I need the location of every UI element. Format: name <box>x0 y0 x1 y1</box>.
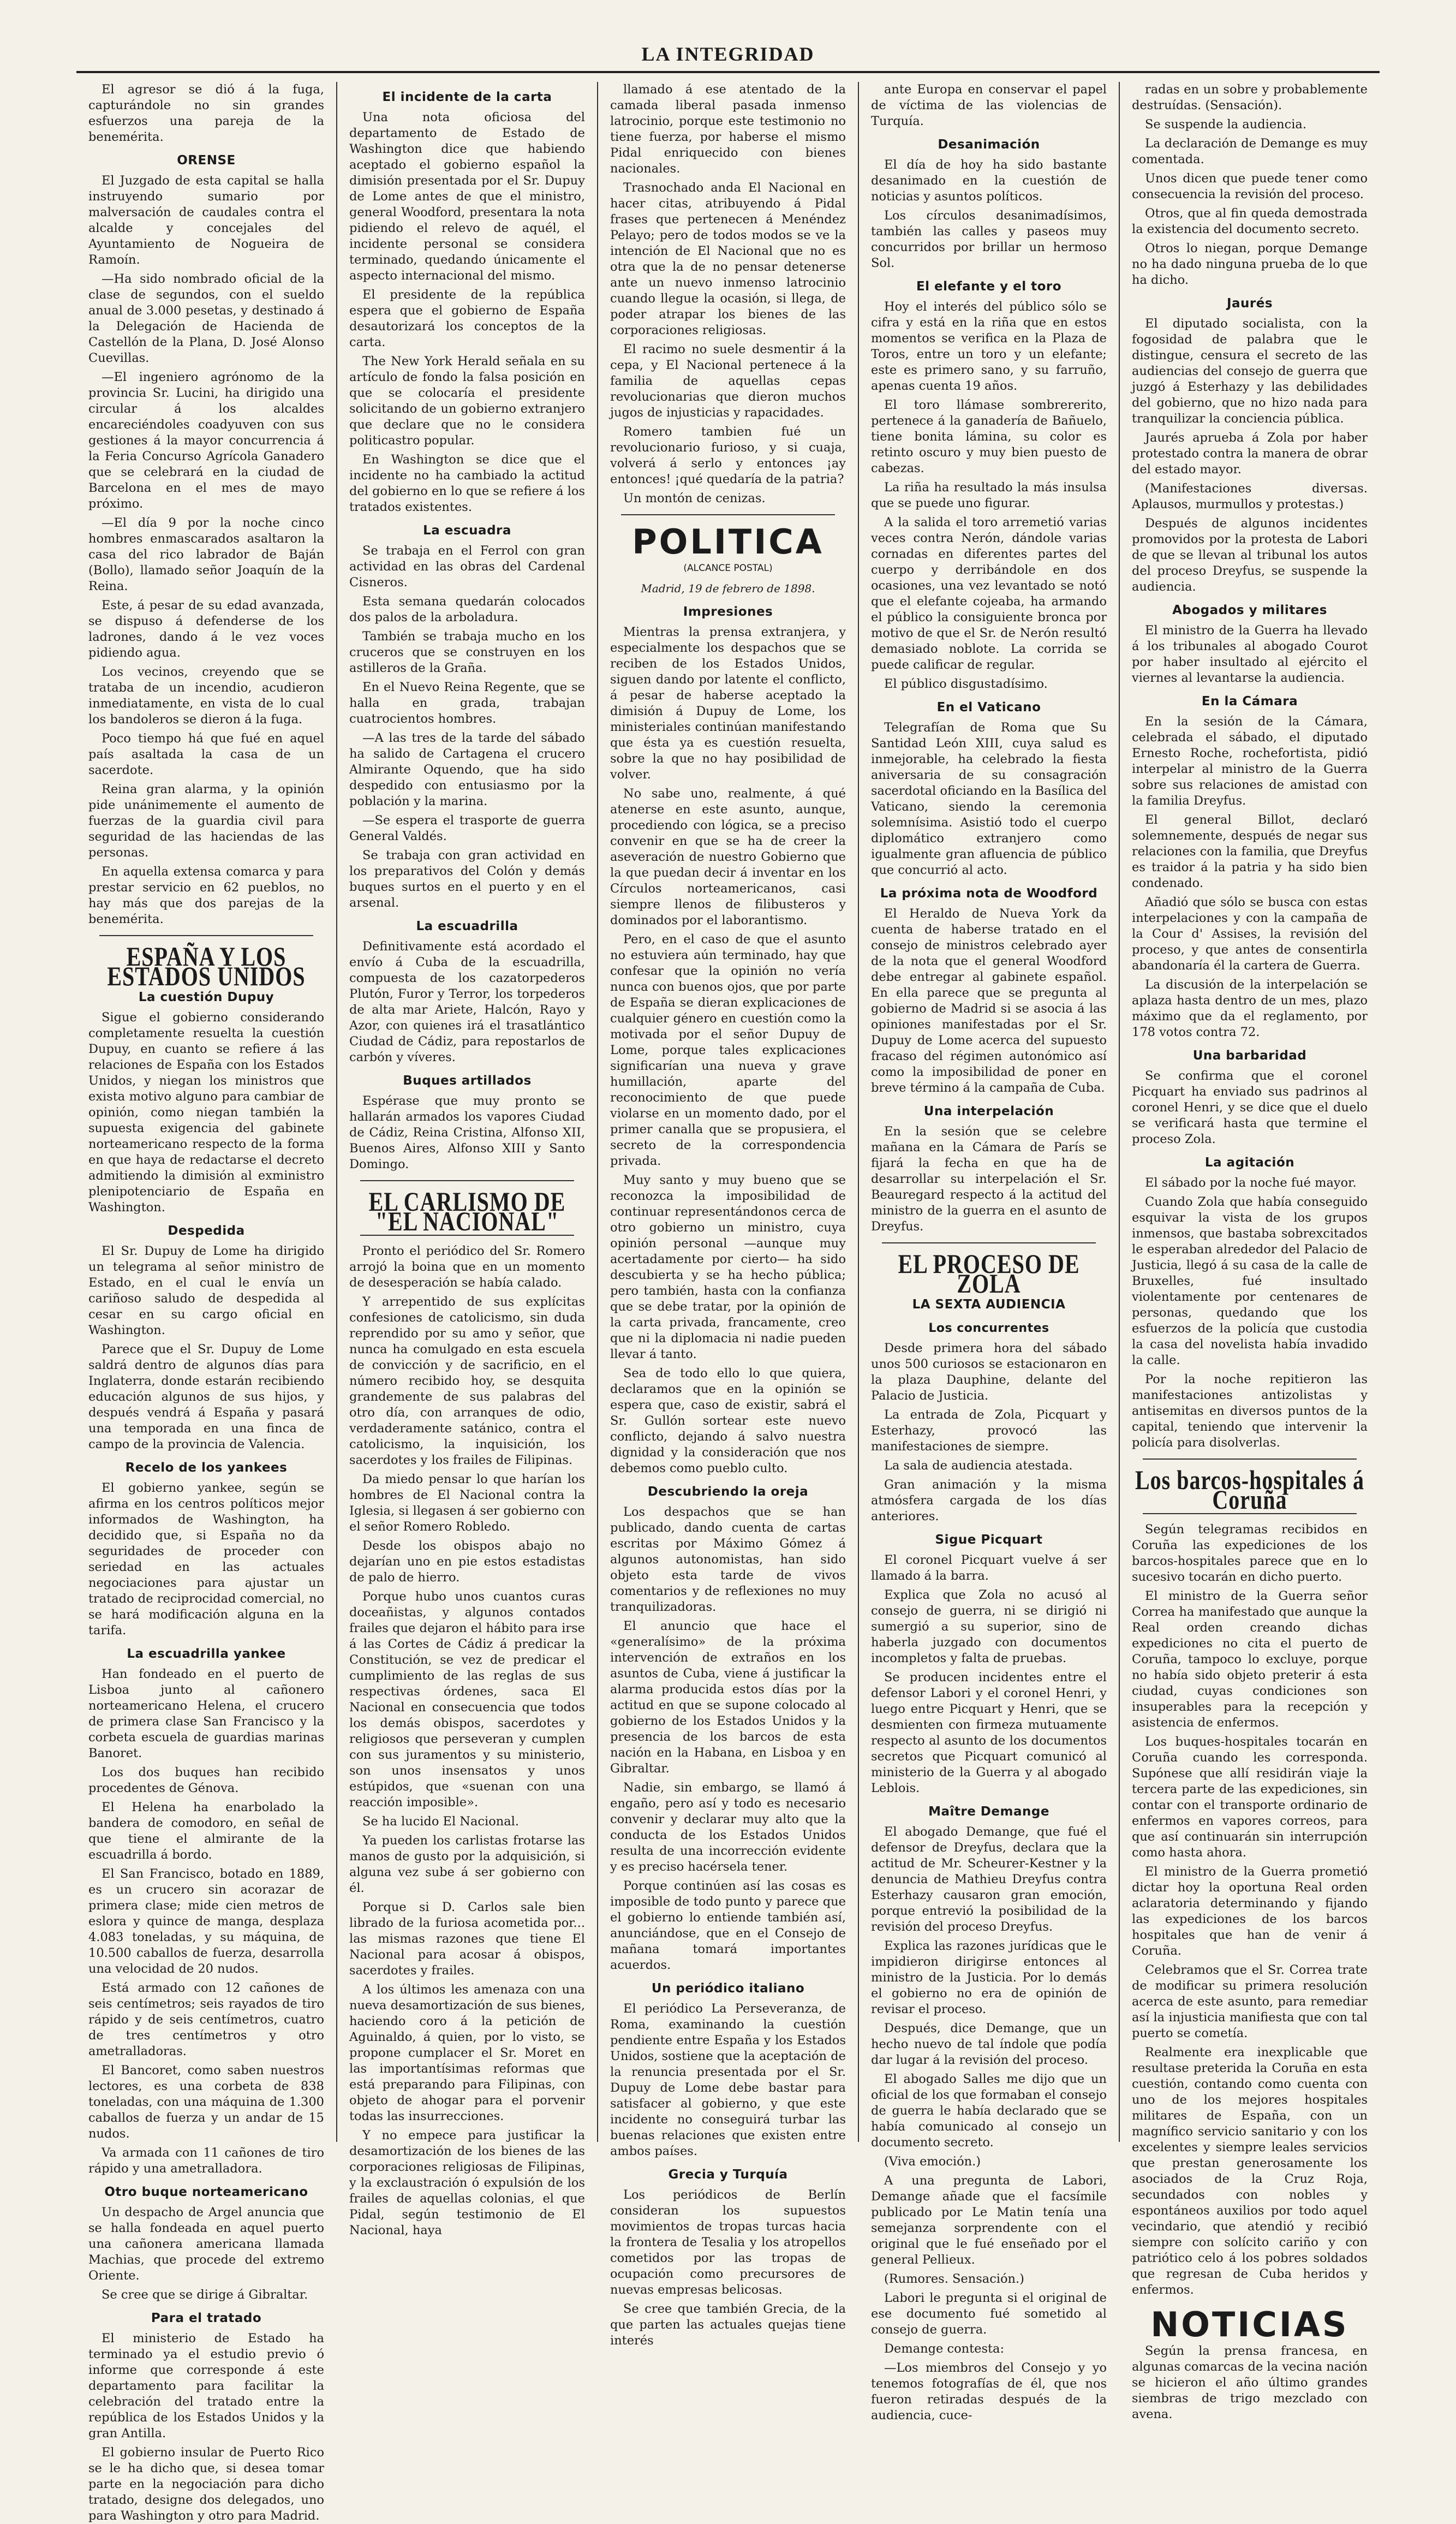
paragraph: Unos dicen que puede tener como consecuencia la revisión del proceso. <box>1132 171 1368 201</box>
paragraph: En la sesión que se celebre mañana en la Cámara de París se fijará la fecha en que ha de desarrollar su interpelación el Sr. Beauregard respecto á la actitud del ministro de la guerra en el asunto de Dreyfus. <box>871 1124 1107 1234</box>
paragraph: También se trabaja mucho en los cruceros que se construyen en los astilleros de la Graña. <box>349 629 585 675</box>
paragraph: Porque si D. Carlos sale bien librado de la furiosa acometida por... las mismas razones que tiene El Nacional para acosar á obispos, sacerdotes y frailes. <box>349 1900 585 1978</box>
paragraph: El Helena ha enarbolado la bandera de comodoro, en señal de que tiene el almirante de la escuadrilla á bordo. <box>88 1800 324 1862</box>
paragraph: Parece que el Sr. Dupuy de Lome saldrá dentro de algunos días para Inglaterra, donde estarán recibiendo educación algunos de sus hijos, y después vendrá á España y pasará una temporada en una finca de campo de la provincia de Valencia. <box>88 1342 324 1451</box>
columns <box>76 82 1380 2523</box>
paragraph: El diputado socialista, con la fogosidad de palabra que le distingue, censura el secreto de las audiencias del consejo de guerra que juzgó á Esterhazy y las debilidades del gobierno, que no hizo nada para tranquilizar la conciencia pública. <box>1132 317 1368 426</box>
section-heading: Buques artillados <box>403 1074 532 1088</box>
paragraph: Otros lo niegan, porque Demange no ha dado ninguna prueba de lo que ha dicho. <box>1132 241 1368 287</box>
paragraph: El Bancoret, como saben nuestros lectores, es una corbeta de 838 toneladas, con una máquina de 1.300 caballos de fuerza y un andar de 15 nudos. <box>88 2063 324 2141</box>
paragraph: Porque hubo unos cuantos curas doceañistas, y algunos contados frailes que dejaron el hábito para irse á las Cortes de Cádiz á predicar la Constitución, se vez de predicar el cumplimiento de las reglas de sus respectivas órdenes, saca El Nacional en consecuencia que todos los demás obispos, sacerdotes y religiosos que perseveran y cumplen con sus juramentos y su ministerio, son unos insensatos y unos estúpidos, que «suenan con una reacción imposible». <box>349 1590 585 1809</box>
paragraph: El presidente de la república espera que el gobierno de España desautorizará los conceptos de la carta. <box>349 288 585 349</box>
paragraph: Poco tiempo há que fué en aquel país asaltada la casa de un sacerdote. <box>88 731 324 777</box>
paragraph: Y arrepentido de sus explícitas confesiones de catolicismo, sin duda reprendido por su amo y señor, que nunca ha comulgado en esta escuela de convicción y de sacrificio, en el número recibido hoy, se desquita grandemente de sus palabras del otro día, con arranques de odio, verdaderamente satánico, contra el catolicismo, la inquisición, los sacerdotes y los frailes de Filipinas. <box>349 1295 585 1467</box>
paragraph: Los buques-hospitales tocarán en Coruña cuando les corresponda. Supónese que allí residirán viaje la tercera parte de las expediciones, sin contar con el transporte ordinario de enfermos en vapores correos, para que así continuarán sin interrupción como hasta ahora. <box>1132 1735 1368 1860</box>
paragraph: Se ha lucido El Nacional. <box>362 1814 519 1829</box>
section-heading: Recelo de los yankees <box>125 1461 288 1475</box>
paragraph: Celebramos que el Sr. Correa trate de modificar su primera resolución acerca de este asunto, para remediar así la injusticia manifiesta que con tal puerto se cometía. <box>1132 1963 1368 2040</box>
paragraph: radas en un sobre y probablemente destruídas. (Sensación). <box>1132 82 1368 112</box>
paragraph: Se suspende la audiencia. <box>1145 117 1306 132</box>
section-heading: La agitación <box>1204 1156 1295 1170</box>
paragraph: En el Nuevo Reina Regente, que se halla en grada, trabajan cuatrocientos hombres. <box>349 680 585 726</box>
column-5 <box>1120 82 1380 2421</box>
section-heading: ORENSE <box>177 153 236 168</box>
newspaper-title: LA INTEGRIDAD <box>641 43 815 65</box>
divider <box>360 1180 574 1181</box>
paragraph: Romero tambien fué un revolucionario furioso, y si cuaja, volverá á serlo y entonces ¡ay entonces! ¡qué quedaría de la patria? <box>610 425 846 486</box>
paragraph: Un montón de cenizas. <box>623 491 766 505</box>
paragraph: No sabe uno, realmente, á qué atenerse en este asunto, aunque, procediendo con lógica, se a preciso convenir en que se ha de creer la aseveración de nuestro Gobierno que la que puedan decir á inventar en los Círculos norteamericanos, casi siempre llenos de filibusteros y dominados por el laborantismo. <box>610 787 846 927</box>
paragraph: En Washington se dice que el incidente no ha cambiado la actitud del gobierno en lo que se refiere á los tratados existentes. <box>349 453 585 514</box>
paragraph: En aquella extensa comarca y para prestar servicio en 62 pueblos, no hay más que dos parejas de la benemérita. <box>88 865 324 926</box>
paragraph: Labori le pregunta si el original de ese documento fué sometido al consejo de guerra. <box>871 2291 1107 2337</box>
column-3 <box>598 82 859 2348</box>
paragraph: A la salida el toro arremetió varias veces contra Nerón, dándole varias cornadas en diferentes partes del cuerpo y derribándole en dos ocasiones, una vez levantado se notó que el elefante cojeaba, ha armando el público la consiguiente bronca por motivo de que el Sr. de Nerón resultó demasiado noblote. La corrida se puede calificar de regular. <box>871 515 1107 672</box>
column-1 <box>76 82 337 2523</box>
paragraph: Añadió que sólo se busca con estas interpelaciones y con la campaña de la Cour d' Assises, la revisión del proceso, y que antes de consentirla abandonaría él la cartera de Guerra. <box>1132 895 1368 973</box>
paragraph: El San Francisco, botado en 1889, es un crucero sin acorazar de primera clase; mide cien metros de eslora y quince de manga, desplaza 4.083 toneladas, y su máquina, de 10.500 caballos de fuerza, desarrolla una velocidad de 20 nudos. <box>88 1867 324 1976</box>
section-heading: La próxima nota de Woodford <box>880 886 1098 901</box>
paragraph: The New York Herald señala en su artículo de fondo la falsa posición en que se colocaría el presidente solicitando de un gobierno extranjero que declare que no le considera politicastro popular. <box>349 354 585 448</box>
paragraph: Muy santo y muy bueno que se reconozca la imposibilidad de continuar representándonos cerca de otro gobierno un ministro, cuya opinión personal —aunque muy acertadamente por cierto— ha sido descubierta y se ha hecho pública; pero también, hasta con la confianza que se debe tratar, por la opinión de la carta privada, francamente, creo que ni la diplomacia ni nadie pueden llevar á tanto. <box>610 1173 846 1361</box>
paragraph: —El ingeniero agrónomo de la provincia Sr. Lucini, ha dirigido una circular á los alcaldes encareciéndoles coadyuven con sus gestiones á la mayor concurrencia á la Feria Concurso Agrícola Ganadero que se celebrará en la ciudad de Barcelona en el mes de mayo próximo. <box>88 370 324 511</box>
paragraph: Después, dice Demange, que un hecho nuevo de tal índole que podía dar lugar á la revisión del proceso. <box>871 2021 1107 2067</box>
column-2 <box>337 82 598 2237</box>
paragraph: El abogado Demange, que fué el defensor de Dreyfus, declara que la actitud de Mr. Scheurer-Kestner y la denuncia de Mathieu Dreyfus contra Esterhazy causaron gran emoción, porque entrevió la posibilidad de la revisión del proceso Dreyfus. <box>871 1825 1107 1934</box>
paragraph: La riña ha resultado la más insulsa que se puede uno figurar. <box>871 480 1107 510</box>
section-banner: ESPAÑA Y LOS ESTADOS UNIDOS <box>107 940 306 992</box>
section-banner: Los barcos-hospitales á Coruña <box>1135 1464 1365 1515</box>
paragraph: Va armada con 11 cañones de tiro rápido y una ametralladora. <box>88 2146 324 2176</box>
section-heading: Para el tratado <box>151 2311 262 2325</box>
paragraph: A los últimos les amenaza con una nueva desamortización de sus bienes, haciendo coro á la petición de Aguinaldo, á quien, por lo visto, se propone cumplacer el Sr. Moret en las importantísimas reformas que está preparando para Filipinas, con objeto de ahogar para el porvenir todas las insurrecciones. <box>349 1983 585 2123</box>
masthead <box>76 22 1380 73</box>
paragraph: El coronel Picquart vuelve á ser llamado á la barra. <box>871 1553 1107 1583</box>
section-heading: Una interpelación <box>923 1104 1054 1118</box>
paragraph: Definitivamente está acordado el envío á Cuba de la escuadrilla, compuesta de los cazatorpederos Plutón, Furor y Terror, los torpederos de alta mar Ariete, Halcón, Rayo y Azor, con quienes irá el trasatlántico Ciudad de Cádiz, para repostarlos de carbón y víveres. <box>349 939 585 1064</box>
paragraph: El sábado por la noche fué mayor. <box>1145 1176 1357 1190</box>
paragraph: —Se espera el trasporte de guerra General Valdés. <box>349 813 585 843</box>
section-heading: LA SEXTA AUDIENCIA <box>912 1297 1066 1312</box>
paragraph: Los dos buques han recibido procedentes de Génova. <box>88 1765 324 1795</box>
dateline: Madrid, 19 de febrero de 1898. <box>641 582 815 595</box>
paragraph: (Rumores. Sensación.) <box>884 2272 1024 2286</box>
paragraph: Se producen incidentes entre el defensor Labori y el coronel Henri, y luego entre Picquart y Henri, que se desmienten con firmeza mutuamente respecto al asunto de los documentos secretos que Picquart comunicó al ministerio de la Guerra y al abogado Leblois. <box>871 1670 1107 1795</box>
section-heading: La escuadrilla <box>416 919 518 933</box>
paragraph: Sea de todo ello lo que quiera, declaramos que en la opinión se espera que, caso de existir, sabrá el Sr. Gullón sortear este nuevo conflicto, dejando á salvo nuestra dignidad y la consideración que nos debemos como pueblo culto. <box>610 1366 846 1475</box>
divider <box>882 1242 1096 1243</box>
section-heading: Otro buque norteamericano <box>104 2185 308 2199</box>
paragraph: La discusión de la interpelación se aplaza hasta dentro de un mes, plazo máximo que da el reglamento, por 178 votos contra 72. <box>1132 978 1368 1039</box>
paragraph: El gobierno yankee, según se afirma en los centros políticos mejor informados de Washington, ha decidido que, si España no da seguridades de proceder con seriedad en las actuales negociaciones para ajustar un tratado de reciprocidad comercial, no se hará modificación alguna en la tarifa. <box>88 1481 324 1638</box>
section-banner: POLITICA <box>632 522 824 562</box>
paragraph: El racimo no suele desmentir á la cepa, y El Nacional pertenece á la familia de aquellas cepas revolucionarias que dieron muchos jugos de injusticias y rapacidades. <box>610 342 846 420</box>
paragraph: Explica que Zola no acusó al consejo de guerra, ni se dirigió ni sumergió a su superior, sino de haberla juzgado con documentos incompletos y falta de pruebas. <box>871 1588 1107 1665</box>
paragraph: Los periódicos de Berlín consideran los supuestos movimientos de tropas turcas hacia la frontera de Tesalia y los atropellos cometidos por las tropas de ocupación como precursores de nuevas empresas belicosas. <box>610 2188 846 2297</box>
paragraph: Porque continúen así las cosas es imposible de todo punto y parece que el gobierno lo entiende también así, anunciándose, que en el Consejo de mañana tomará importantes acuerdos. <box>610 1879 846 1972</box>
column-4 <box>859 82 1120 2422</box>
section-heading: Los concurrentes <box>928 1321 1049 1335</box>
paragraph: Según la prensa francesa, en algunas comarcas de la vecina nación se hicieron el año último grandes siembras de trigo mezclado con avena. <box>1132 2344 1368 2421</box>
paragraph: El Juzgado de esta capital se halla instruyendo sumario por malversación de caudales contra el alcalde y concejales del Ayuntamiento de Nogueira de Ramoín. <box>88 174 324 267</box>
section-subtitle: (ALCANCE POSTAL) <box>683 563 773 574</box>
paragraph: Ya pueden los carlistas frotarse las manos de gusto por la adquisición, si alguna vez sube á ser gobierno con él. <box>349 1834 585 1895</box>
paragraph: El periódico La Perseveranza, de Roma, examinando la cuestión pendiente entre España y los Estados Unidos, sostiene que la aceptación de la renuncia presentada por el Sr. Dupuy de Lome debe bastar para satisfacer al gobierno, y que este incidente no conseguirá turbar las buenas relaciones que existen entre ambos países. <box>610 2002 846 2158</box>
section-heading: La escuadra <box>423 523 511 538</box>
paragraph: ante Europa en conservar el papel de víctima de las violencias de Turquía. <box>871 82 1107 128</box>
section-heading: El elefante y el toro <box>916 279 1062 294</box>
section-heading: Grecia y Turquía <box>668 2168 788 2182</box>
paragraph: Un despacho de Argel anuncia que se halla fondeada en aquel puerto una cañonera americana llamada Machias, que procede del extremo Oriente. <box>88 2205 324 2283</box>
section-heading: La escuadrilla yankee <box>127 1647 286 1661</box>
paragraph: Trasnochado anda El Nacional en hacer citas, atribuyendo á Pidal frases que pertenecen á Menéndez Pelayo; pero de todos modos se ve la intención de El Nacional que no es otra que la de no pensar detenerse ante un nuevo inmenso latrocinio cuando llegue la ocasión, si llega, de poder atrapar los bienes de las corporaciones religiosas. <box>610 181 846 337</box>
paragraph: El anuncio que hace el «generalísimo» de la próxima intervención de extraños en los asuntos de Cuba, viene á justificar la alarma producida estos días por la actitud en que se supone colocado al gobierno de los Estados Unidos y la presencia de los barcos de esta nación en la Habana, en Lisboa y en Gibraltar. <box>610 1619 846 1776</box>
section-heading: La cuestión Dupuy <box>138 990 275 1004</box>
paragraph: Y no empece para justificar la desamortización de los bienes de las corporaciones religiosas de Filipinas, y la exclaustración ó expulsión de los frailes de aquellas colonias, el que Pidal, según testimonio de El Nacional, haya <box>349 2128 585 2237</box>
paragraph: (Viva emoción.) <box>884 2154 981 2169</box>
section-heading: Una barbaridad <box>1192 1049 1307 1063</box>
paragraph: El Heraldo de Nueva York da cuenta de haberse tratado en el consejo de ministros celebrado ayer de la nota que el general Woodford debe entregar al gabinete español. En ella parece que se pregunta al gobierno de Madrid si se asocia á las opiniones manifestadas por el Sr. Dupuy de Lome acerca del supuesto fracaso del régimen autonómico así como la imposibilidad de poner en breve término á la campaña de Cuba. <box>871 907 1107 1095</box>
section-heading: Despedida <box>168 1224 245 1238</box>
section-heading: Impresiones <box>683 605 773 619</box>
section-heading: Jaurés <box>1226 296 1273 311</box>
paragraph: Pero, en el caso de que el asunto no estuviera aún terminado, hay que confesar que la opinión no vería nunca con buenos ojos, que por parte de España se dieran explicaciones de cualquier género en cuestión como la motivada por el señor Dupuy de Lome, porque tales explicaciones significarían una nueva y grave humillación, aparte del reconocimiento de que puede violarse en un momento dado, por el primer canalla que se propusiera, el secreto de la correspondencia privada. <box>610 932 846 1168</box>
paragraph: —El día 9 por la noche cinco hombres enmascarados asaltaron la casa del rico labrador de Baján (Bollo), llamado señor Joaquín de la Reina. <box>88 516 324 593</box>
paragraph: El Sr. Dupuy de Lome ha dirigido un telegrama al señor ministro de Estado, en el cual le envía un cariñoso saludo de despedida al cesar en su cargo oficial en Washington. <box>88 1244 324 1337</box>
divider <box>99 935 313 936</box>
paragraph: Cuando Zola que había conseguido esquivar la vista de los grupos inmensos, que bastaba sobrexcitados le esperaban alrededor del Palacio de Justicia, llegó á su casa de la calle de Bruxelles, fué insultado violentamente por centenares de personas, quedando que los esfuerzos de la policía que custodia la casa del novelista había invadido la calle. <box>1132 1195 1368 1367</box>
paragraph: Mientras la prensa extranjera, y especialmente los despachos que se reciben de los Estados Unidos, siguen dando por latente el conflicto, á pesar de haberse aceptado la dimisión á Dupuy de Lome, los ministeriales continúan manifestando que ésta ya es cuestión resuelta, sobre la que no hay posibilidad de volver. <box>610 625 846 782</box>
section-heading: El incidente de la carta <box>382 90 552 104</box>
divider <box>1143 1459 1357 1460</box>
paragraph: La entrada de Zola, Picquart y Esterhazy, provocó las manifestaciones de siempre. <box>871 1408 1107 1454</box>
paragraph: Otros, que al fin queda demostrada la existencia del documento secreto. <box>1132 206 1368 236</box>
paragraph: El ministro de la Guerra ha llevado á los tribunales al abogado Courot por haber insultado al ejército el viernes al levantarse la audiencia. <box>1132 623 1368 685</box>
paragraph: Realmente era inexplicable que resultase preterida la Coruña en esta cuestión, contando como cuenta con uno de los mejores hospitales militares de España, con un magnífico servicio sanitario y con los excelentes y siempre leales servicios que prestan generosamente los asociados de la Cruz Roja, secundados con nobles y espontáneos auxilios por todo aquel vecindario, que atendió y recibió siempre con solícito cariño y con patriótico celo á los pobres soldados que regresan de Cuba heridos y enfermos. <box>1132 2045 1368 2297</box>
paragraph: El ministerio de Estado ha terminado ya el estudio previo ó informe que corresponde á este departamento para facilitar la celebración del tratado entre la república de los Estados Unidos y la gran Antilla. <box>88 2331 324 2440</box>
paragraph: Hoy el interés del público sólo se cifra y está en la riña que en estos momentos se verifica en la Plaza de Toros, entre un toro y un elefante; este es primero sano, y su farruño, apenas cuenta 19 años. <box>871 300 1107 393</box>
section-heading: Un periódico italiano <box>651 1981 805 1996</box>
paragraph: Demange contesta: <box>884 2342 1005 2356</box>
paragraph: Según telegramas recibidos en Coruña las expediciones de los barcos-hospitales parece que en lo sucesivo tocarán en dicho puerto. <box>1132 1522 1368 1584</box>
paragraph: Espérase que muy pronto se hallarán armados los vapores Ciudad de Cádiz, Reina Cristina, Alfonso XII, Buenos Aires, Alfonso XIII y Santo Domingo. <box>349 1094 585 1171</box>
paragraph: El toro llámase sombrererito, pertenece á la ganadería de Bañuelo, tiene bonita lámina, su color es retinto oscuro y muy bien puesto de cabezas. <box>871 398 1107 475</box>
paragraph: El público disgustadísimo. <box>884 677 1048 691</box>
paragraph: Los despachos que se han publicado, dando cuenta de cartas escritas por Máximo Gómez á algunos autonomistas, han sido objeto esta tarde de vivos comentarios y de reflexiones no muy tranquilizadoras. <box>610 1505 846 1614</box>
paragraph: El ministro de la Guerra prometió dictar hoy la oportuna Real orden aclaratoria determinando y fijando las expediciones de los barcos hospitales que han de venir á Coruña. <box>1132 1865 1368 1958</box>
paragraph: Nadie, sin embargo, se llamó á engaño, pero así y todo es necesario convenir y declarar muy alto que la conducta de los Estados Unidos resulta de una incorrección evidente y es preciso hacérsela tener. <box>610 1781 846 1874</box>
paragraph: Se trabaja en el Ferrol con gran actividad en las obras del Cardenal Cisneros. <box>349 544 585 590</box>
divider <box>621 514 835 515</box>
paragraph: Esta semana quedarán colocados dos palos de la arboladura. <box>349 594 585 624</box>
paragraph: El agresor se dió á la fuga, capturándole no sin grandes esfuerzos una pareja de la benemérita. <box>88 82 324 144</box>
paragraph: llamado á ese atentado de la camada liberal pasada inmenso latrocinio, porque este testimonio no tiene fuerza, por haberse el mismo Pidal enriquecido con bienes nacionales. <box>610 82 846 176</box>
paragraph: Sigue el gobierno considerando completamente resuelta la cuestión Dupuy, en cuanto se refiere á las relaciones de España con los Estados Unidos, y niegan los ministros que exista motivo alguno para cambiar de opinión, como niegan también la supuesta exigencia del gabinete norteamericano respecto de la forma en que haya de redactarse el decreto admitiendo la dimisión al exministro plenipotenciario de España en Washington. <box>88 1010 324 1215</box>
paragraph: Se trabaja con gran actividad en los preparativos del Colón y demás buques surtos en el puerto y en el arsenal. <box>349 848 585 910</box>
paragraph: Pronto el periódico del Sr. Romero arrojó la boina que en un momento de desesperación se había calado. <box>349 1244 585 1290</box>
section-banner: NOTICIAS <box>1150 2305 1349 2344</box>
paragraph: El general Billot, declaró solemnemente, después de negar sus relaciones con la familia, que Dreyfus es traidor á la patria y ha sido bien condenado. <box>1132 813 1368 890</box>
paragraph: El ministro de la Guerra señor Correa ha manifestado que aunque la Real orden creando dichas expediciones no cita el puerto de Coruña, tampoco lo excluye, porque no había sido objeto preterir á esta ciudad, cuyas condiciones son insuperables para la recepción y asistencia de enfermos. <box>1132 1589 1368 1730</box>
paragraph: El abogado Salles me dijo que un oficial de los que formaban el consejo de guerra le había declarado que se había comunicado al consejo un documento secreto. <box>871 2072 1107 2150</box>
paragraph: Desde primera hora del sábado unos 500 curiosos se estacionaron en la plaza Dauphine, delante del Palacio de Justicia. <box>871 1341 1107 1403</box>
section-banner: EL CARLISMO DE "EL NACIONAL" <box>368 1186 566 1237</box>
paragraph: (Manifestaciones diversas. Aplausos, murmullos y protestas.) <box>1132 481 1368 511</box>
paragraph: Después de algunos incidentes promovidos por la protesta de Labori de que se llevan al tribunal los autos del proceso Dreyfus, se suspende la audiencia. <box>1132 516 1368 594</box>
paragraph: Reina gran alarma, y la opinión pide unánimemente el aumento de fuerzas de la guardia civil para seguridad de las haciendas de las personas. <box>88 782 324 860</box>
paragraph: —Ha sido nombrado oficial de la clase de segundos, con el sueldo anual de 3.000 pesetas, y destinado á la Delegación de Hacienda de Castellón de la Plana, D. José Alonso Cuevillas. <box>88 272 324 365</box>
paragraph: Gran animación y la misma atmósfera cargada de los días anteriores. <box>871 1478 1107 1523</box>
paragraph: Da miedo pensar lo que harían los hombres de El Nacional contra la Iglesia, si llegasen á ser gobierno con el señor Romero Robledo. <box>349 1472 585 1534</box>
paragraph: —A las tres de la tarde del sábado ha salido de Cartagena el crucero Almirante Oquendo, que ha sido despedido con entusiasmo por la población y la marina. <box>349 731 585 808</box>
paragraph: La declaración de Demange es muy comentada. <box>1132 136 1368 166</box>
paragraph: A una pregunta de Labori, Demange añade que el facsímile publicado por Le Matin tenía una semejanza sorprendente con el original que le fué enseñado por el general Pellieux. <box>871 2174 1107 2267</box>
paragraph: En la sesión de la Cámara, celebrada el sábado, el diputado Ernesto Roche, rochefortista, pidió interpelar al ministro de la Guerra sobre sus relaciones de amistad con la familia Dreyfus. <box>1132 715 1368 808</box>
section-heading: Maître Demange <box>928 1805 1049 1819</box>
paragraph: Está armado con 12 cañones de seis centímetros; seis rayados de tiro rápido y de seis centímetros, cuatro de tres centímetros y otro ametralladoras. <box>88 1981 324 2058</box>
paragraph: Los vecinos, creyendo que se trataba de un incendio, acudieron inmediatamente, en vista de lo cual los bandoleros se dieron á la fuga. <box>88 665 324 727</box>
section-heading: En el Vaticano <box>936 700 1041 715</box>
paragraph: Telegrafían de Roma que Su Santidad León XIII, cuya salud es inmejorable, ha celebrado la fiesta aniversaria de su consagración sacerdotal oficiando en la Basílica del Vaticano, siendo la ceremonia solemnísima. Asistió todo el cuerpo diplomático extranjero como igualmente gran afluencia de público que concurrió al acto. <box>871 721 1107 877</box>
paragraph: La sala de audiencia atestada. <box>884 1459 1073 1473</box>
section-heading: Descubriendo la oreja <box>647 1485 809 1499</box>
section-heading: En la Cámara <box>1201 694 1298 709</box>
section-heading: Desanimación <box>938 138 1040 152</box>
section-heading: Abogados y militares <box>1172 603 1327 617</box>
section-banner: EL PROCESO DE ZOLA <box>898 1248 1080 1299</box>
paragraph: El día de hoy ha sido bastante desanimado en la cuestión de noticias y asuntos políticos. <box>871 158 1107 204</box>
paragraph: Desde los obispos abajo no dejarían uno en pie estos estadistas de palo de hierro. <box>349 1539 585 1585</box>
paragraph: Este, á pesar de su edad avanzada, se dispuso á defenderse de los ladrones, dando á le vez voces pidiendo agua. <box>88 598 324 660</box>
paragraph: Una nota oficiosa del departamento de Estado de Washington dice que habiendo aceptado el gobierno español la dimisión presentada por el Sr. Dupuy de Lome antes de que el ministro, general Woodford, presentara la nota pidiendo el relevo de aquél, el incidente personal se considera terminado, quedando únicamente el aspecto internacional del mismo. <box>349 110 585 283</box>
section-heading: Sigue Picquart <box>935 1533 1043 1547</box>
paragraph: Se cree que se dirige á Gibraltar. <box>102 2288 308 2302</box>
paragraph: Se confirma que el coronel Picquart ha enviado sus padrinos al coronel Henri, y se dice que el duelo se verificará hasta que termine el proceso Zola. <box>1132 1069 1368 1146</box>
paragraph: Por la noche repitieron las manifestaciones antizolistas y antisemitas en diversos puntos de la capital, teniendo que intervenir la policía para disolverlas. <box>1132 1372 1368 1450</box>
paragraph: El gobierno insular de Puerto Rico se le ha dicho que, si desea tomar parte en la negociación para dicho tratado, designe dos delegados, uno para Washington y otro para Madrid. <box>88 2445 324 2523</box>
paragraph: —Los miembros del Consejo y yo tenemos fotografías de él, que nos fueron retiradas después de la audiencia, cuce- <box>871 2361 1107 2422</box>
paragraph: Jaurés aprueba á Zola por haber protestado contra la manera de obrar del estado mayor. <box>1132 431 1368 477</box>
paragraph: Los círculos desanimadísimos, también las calles y paseos muy concurridos por brillar un hermoso Sol. <box>871 209 1107 270</box>
paragraph: Se cree que también Grecia, de la que parten las actuales quejas tiene interés <box>610 2302 846 2348</box>
paragraph: Explica las razones jurídicas que le impidieron dirigirse entonces al ministro de la Justicia. Por lo demás el gobierno no era de opinión de revisar el proceso. <box>871 1939 1107 2016</box>
paragraph: Han fondeado en el puerto de Lisboa junto al cañonero norteamericano Helena, el crucero de primera clase San Francisco y la corbeta escuela de guardias marinas Banoret. <box>88 1667 324 1760</box>
